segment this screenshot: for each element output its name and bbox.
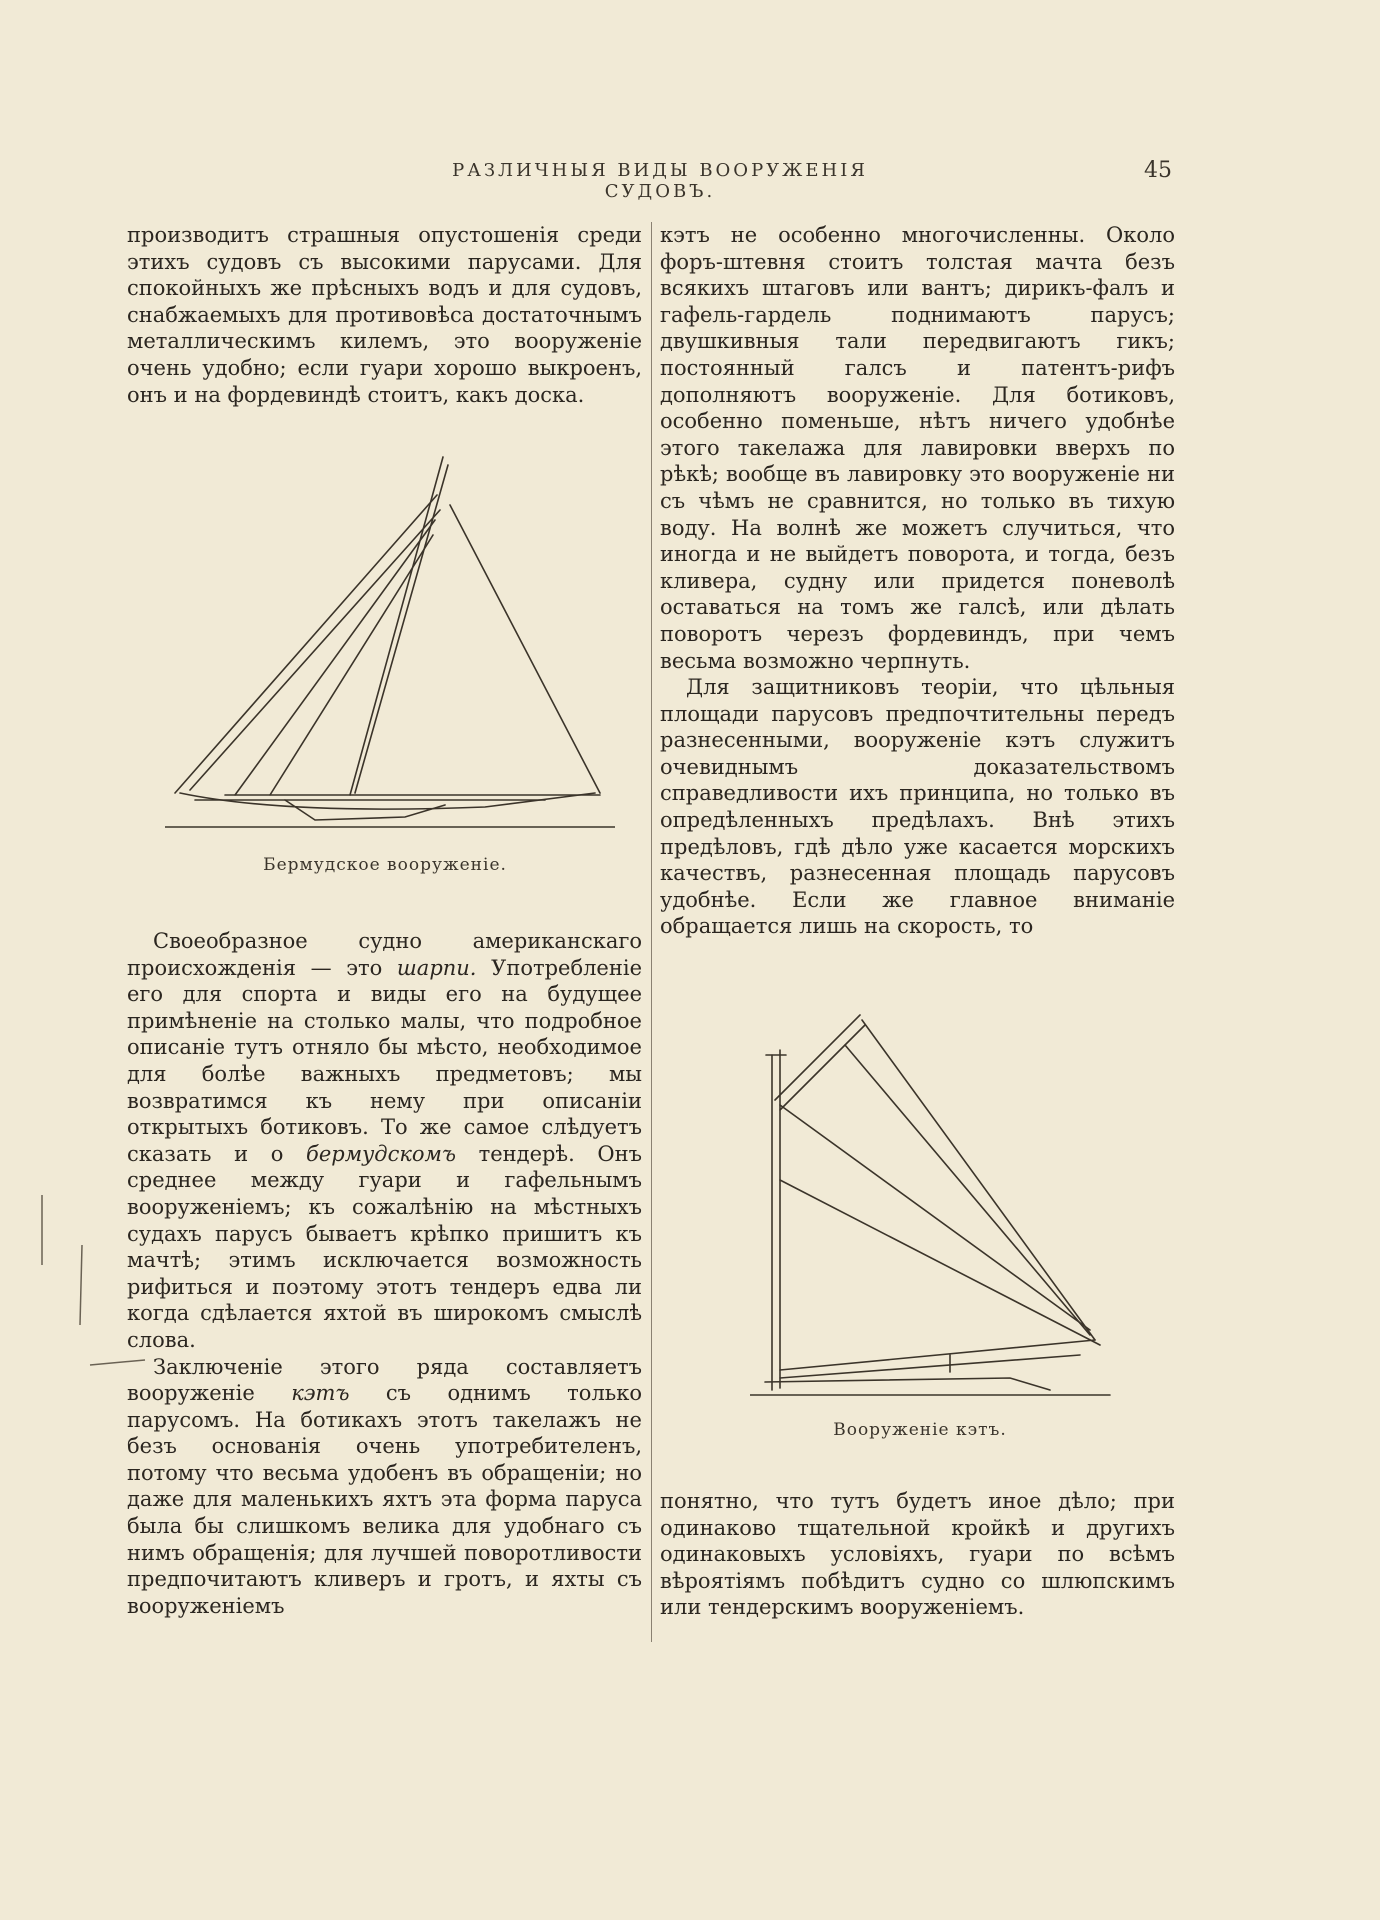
bermuda-rig-figure: [165, 455, 615, 840]
right-column-bottom: [660, 1488, 1175, 1621]
text-span: Употребленіе его для спорта и виды его на будущее примѣненіе на столько малы, что подробное описаніе тутъ отняло бы мѣсто, необходимое для болѣе важныхъ предметовъ; мы возвратимся къ нему при описаніи открытыхъ ботиковъ. То же самое слѣдуетъ сказать и о: [127, 955, 642, 1166]
cat-caption: Вооруженіе кэтъ.: [833, 1420, 1007, 1440]
column-divider: [651, 222, 652, 1642]
pencil-margin-mark-icon: [30, 1185, 150, 1375]
paragraph: производитъ страшныя опустошенія среди этихъ судовъ съ высокими парусами. Для спокойныхъ же прѣсныхъ водъ и для судовъ, снабжаемыхъ для противовѣса достаточнымъ металлическимъ килемъ, это вооруженіе очень удобно; если гуари хорошо выкроенъ, онъ и на фордевиндѣ стоитъ, какъ доска.: [127, 223, 642, 407]
text-span: Заключеніе этого ряда составляетъ вооруженіе: [127, 1354, 642, 1406]
text-span: Своеобразное судно американскаго происхожденія — это: [127, 929, 642, 980]
text-span: тендерѣ. Онъ среднее между гуари и гафельнымъ вооруженіемъ; къ сожалѣнію на мѣстныхъ судахъ парусъ бываетъ крѣпко пришитъ къ мачтѣ; этимъ исключается возможность рифиться и поэтому этотъ тендеръ едва ли когда сдѣлается яхтой въ широкомъ смыслѣ слова.: [127, 1141, 642, 1352]
right-column-top: [660, 222, 1175, 940]
paragraph: Для защитниковъ теоріи, что цѣльныя площади парусовъ предпочтительны передъ разнесенными, вооруженіе кэтъ служитъ очевиднымъ доказательствомъ справедливости ихъ принципа, но только въ опредѣленныхъ предѣлахъ. Внѣ этихъ предѣловъ, гдѣ дѣло уже касается морскихъ качествъ, разнесенная площадь парусовъ удобнѣе. Если же главное вниманіе обращается лишь на скорость, то: [660, 675, 1175, 939]
paragraph-sharpie: [127, 928, 642, 1354]
bermuda-caption: Бермудское вооруженіе.: [263, 855, 507, 875]
paragraph: кэтъ не особенно многочисленны. Около форъ-штевня стоитъ толстая мачта безъ всякихъ штаговъ или вантъ; дирикъ-фалъ и гафель-гардель поднимаютъ парусъ; двушкивныя тали передвигаютъ гикъ; постоянный галсъ и патентъ-рифъ дополняютъ вооруженіе. Для ботиковъ, особенно поменьше, нѣтъ ничего удобнѣе этого такелажа для лавировки вверхъ по рѣкѣ; вообще въ лавировку это вооруженіе ни съ чѣмъ не сравнится, но только въ тихую воду. На волнѣ же можетъ случиться, что иногда и не выйдетъ поворота, и тогда, безъ кливера, судну или придется поневолѣ оставаться на томъ же галсѣ, или дѣлать поворотъ черезъ фордевиндъ, при чемъ весьма возможно черпнуть.: [660, 223, 1175, 673]
text-span: съ однимъ только парусомъ. На ботикахъ этотъ такелажъ не безъ основанія очень употребителенъ, потому что весьма удобенъ въ обращеніи; но даже для маленькихъ яхтъ эта форма паруса была бы слишкомъ велика для удобнаго съ нимъ обращенія; для лучшей поворотливости предпочитаютъ кливеръ и гротъ, и яхты съ вооруженіемъ: [127, 1381, 642, 1618]
term-bermuda: бермудскомъ: [306, 1141, 456, 1166]
page-number: 45: [1144, 158, 1172, 183]
cat-rig-drawing-icon: [750, 1010, 1120, 1410]
term-sharpie: шарпи.: [396, 955, 477, 980]
bermuda-rig-drawing-icon: [165, 455, 615, 840]
left-column-top: [127, 222, 642, 408]
cat-rig-figure: [750, 1010, 1120, 1410]
paragraph-cat: [127, 1354, 642, 1620]
running-title: РАЗЛИЧНЫЯ ВИДЫ ВООРУЖЕНІЯ СУДОВЪ.: [452, 160, 868, 202]
paragraph: понятно, что тутъ будетъ иное дѣло; при одинаково тщательной кройкѣ и другихъ одинаковыхъ условіяхъ, гуари по всѣмъ вѣроятіямъ побѣдитъ судно со шлюпскимъ или тендерскимъ вооруженіемъ.: [660, 1489, 1175, 1620]
term-cat: кэтъ: [291, 1381, 350, 1406]
left-column-bottom: [127, 928, 642, 1619]
